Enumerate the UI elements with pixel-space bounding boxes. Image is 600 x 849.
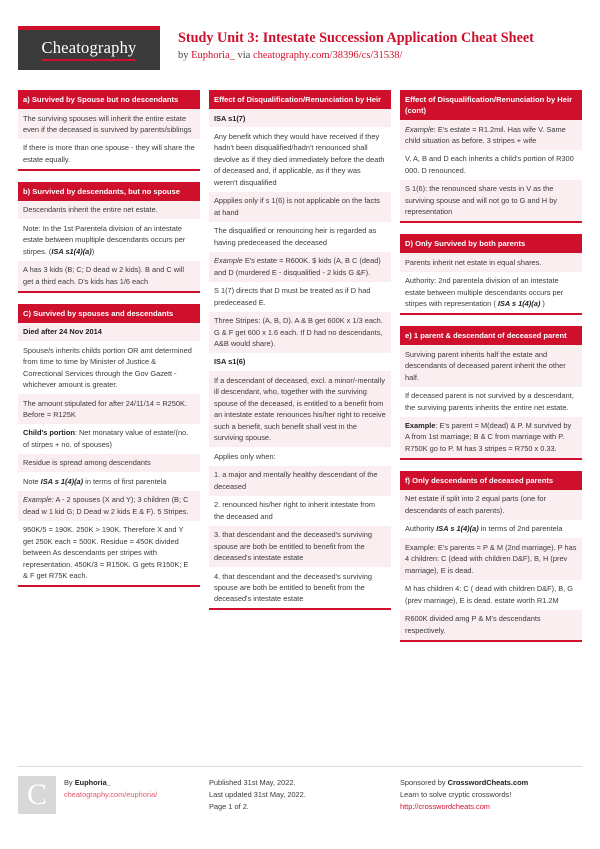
footer-sponsor-label: Sponsored by [400, 778, 446, 787]
page-header [0, 0, 600, 84]
footer-profile-link[interactable]: cheatography.com/euphoria/ [64, 789, 158, 799]
block-row: Net estate if split into 2 equal parts (one for descendants of each parents). [400, 490, 582, 520]
block-row: Three Stripes: (A, B, D). A & B get 600K x 1/3 each. G & F get 600 x 1.6 each. If D had no descendants, A&B would share). [209, 312, 391, 353]
block-row: The disqualified or renouncing heir is regarded as having predeceased the deceased [209, 222, 391, 252]
cheatsheet-columns [0, 90, 600, 653]
footer-sponsor-name: CrosswordCheats.com [447, 778, 529, 787]
block-row: Died after 24 Nov 2014 [18, 323, 200, 341]
block-row: Example: E's estate = R1.2mil. Has wife V. Same child situation as before. 3 stripes + wife [400, 120, 582, 150]
block-row: Any benefit which they would have received if they hadn't been disqualified/hadn't renounced shall devolve as if they died immediately before the death of deceased and, if applicable, as if they was weren't disqualified [209, 127, 391, 191]
byline-author-link[interactable]: Euphoria_ [191, 50, 235, 62]
block-title: Effect of Disqualification/Renunciation by Heir (cont) [400, 90, 582, 120]
block-row: M has children 4: C ( dead with children D&F), B, G (prev marriage), E is dead. estate worth R1.2M [400, 580, 582, 610]
block-row: The surviving spouses will inherit the entire estate even if the deceased is survived by parents/siblings [18, 109, 200, 139]
footer-author-lines [64, 776, 157, 814]
cheatography-logo[interactable] [18, 26, 160, 70]
block-row: 4. that descendant and the deceased's surviving spouse are both be entitled to benefit from the deceased's intestate estate [209, 567, 391, 608]
block-row: S 1(6): the renounced share vests in V as the surviving spouse and will not go to G and H by representation [400, 180, 582, 221]
block-row: Spouse/s inherits childs portion OR amt determined from time to time by Minister of Justice & Correctional Services through the Gov Gazett - whichever amount is greater. [18, 341, 200, 394]
cheatsheet-block [400, 326, 582, 460]
block-title: a) Survived by Spouse but no descendants [18, 90, 200, 109]
byline-via-label: via [237, 50, 251, 62]
block-row: Residue is spread among descendants [18, 454, 200, 472]
footer-by-line [64, 777, 157, 789]
cheatography-logo-text: Cheatography [42, 39, 137, 60]
footer-author-name: Euphoria_ [74, 778, 111, 787]
page-footer [18, 766, 582, 814]
cheatsheet-column [18, 90, 200, 598]
block-row: The amount stipulated for after 24/11/14 = R250K. Before = R125K [18, 394, 200, 424]
byline-by-label: by [178, 50, 189, 62]
footer-sponsor-column [400, 776, 582, 814]
block-title: f) Only descendants of deceased parents [400, 471, 582, 490]
block-row: Applies only when: [209, 447, 391, 465]
block-title: Effect of Disqualification/Renunciation by Heir [209, 90, 391, 109]
title-block [178, 26, 534, 63]
block-row: 3. that descendant and the deceased's surviving spouse are both be entitled to benefit from the deceased's intestate estate [209, 526, 391, 567]
block-row: ISA s1(6) [209, 353, 391, 371]
footer-publish-column [209, 776, 391, 814]
footer-published-date: Published 31st May, 2022. [209, 778, 296, 787]
cheatsheet-block [209, 90, 391, 610]
cheatsheet-block [400, 471, 582, 642]
footer-sponsor-lines [400, 776, 528, 814]
block-row: Child's portion: Net monatary value of estate/(no. of stirpes + no. of spouses) [18, 424, 200, 454]
cheatsheet-column [209, 90, 391, 621]
block-title: C) Survived by spouses and descendants [18, 304, 200, 323]
block-row: Note ISA s 1(4)(a) in terms of first parentela [18, 472, 200, 490]
cheatsheet-column [400, 90, 582, 653]
footer-sponsor-link[interactable]: http://crosswordcheats.com [400, 801, 490, 811]
footer-sponsor-tagline: Learn to solve cryptic crosswords! [400, 789, 512, 799]
footer-sponsor-line [400, 777, 528, 789]
block-row: Example: A - 2 spouses (X and Y); 3 children (B; C dead w 1 kid G; D Dead w 2 kids E & F). 5 Stripes. [18, 491, 200, 521]
cheatsheet-block [400, 90, 582, 223]
page-title: Study Unit 3: Intestate Succession Application Cheat Sheet [178, 30, 534, 46]
cheatsheet-block [400, 234, 582, 315]
block-row: Surviving parent inherits half the estate and descendants of deceased parent inherit the other half. [400, 345, 582, 386]
block-row: A has 3 kids (B; C; D dead w 2 kids). B and C will get a third each. D's kids has 1/6 each [18, 261, 200, 291]
cheatsheet-block [18, 182, 200, 293]
cheatsheet-block [18, 304, 200, 587]
block-row: Appplies only if s 1(6) is not applicable on the facts at hand [209, 192, 391, 222]
block-row: Descendants inherit the entire net estate. [18, 201, 200, 219]
footer-updated-date: Last updated 31st May, 2022. [209, 789, 306, 799]
block-row: If there is more than one spouse - they will share the estate equally. [18, 139, 200, 169]
block-title: e) 1 parent & descendant of deceased parent [400, 326, 582, 345]
block-row: 1. a major and mentally healthy descendant of the deceased [209, 466, 391, 496]
cheatsheet-block [18, 90, 200, 171]
footer-author-column [18, 776, 200, 814]
block-row: Authority ISA s 1(4)(a) in terms of 2nd parentela [400, 520, 582, 538]
byline [178, 49, 534, 63]
block-title: D) Only Survived by both parents [400, 234, 582, 253]
block-row: Parents inherit net estate in equal shares. [400, 253, 582, 271]
block-row: V, A, B and D each inherits a child's portion of R300 000. D renounced. [400, 150, 582, 180]
footer-by-label: By [64, 778, 73, 787]
block-row: R600K divided amg P & M's descendants respectively. [400, 610, 582, 640]
block-row: Example: E's parents = P & M (2nd marriage). P has 4 children: C (dead with children D&F), B, H (prev marriage), E is dead. [400, 538, 582, 579]
byline-source-link[interactable]: cheatography.com/38396/cs/31538/ [252, 50, 403, 62]
block-row: S 1(7) directs that D must be treated as if D had predeceased E. [209, 282, 391, 312]
block-row: 2. renounced his/her right to inherit intestate from the deceased and [209, 496, 391, 526]
block-title: b) Survived by descendants, but no spouse [18, 182, 200, 201]
block-row: If a descendant of deceased, excl. a minor/-mentally ill descendant, who, together with the surviving spouse of the deceased, is entitled to a benefit from an intestate estate renounces his/her right to receive such a benefit, such benefit shall vest in the surviving spouse. [209, 371, 391, 447]
block-row: Example: E's parent = M(dead) & P. M survived by A from 1st marriage; B & C from marriage with P. R750K go to P. M has 3 stripes = R750 x 0.33. [400, 417, 582, 458]
block-row: 950K/5 = 190K. 250K > 190K. Therefore X and Y get 250K each = 500K. Residue = 450K divided between As descendants per stripes with representation. 450K/3 = R150K. G gets R150K; E & F get R75K each. [18, 521, 200, 585]
footer-page-number: Page 1 of 2. [209, 801, 249, 811]
block-row: Example E's estate = R600K. $ kids (A, B C (dead) and D (murdered E - disqualified - 2 kids G &F). [209, 252, 391, 282]
block-row: If deceased parent is not survived by a descendant, the surviving parents inherits the entire net estate. [400, 387, 582, 417]
block-row: ISA s1(7) [209, 109, 391, 127]
block-row: Note: In the 1st Parentela division of an intestate estate between mupltiple descendants occurs per stirpes. (ISA s1(4)(a)) [18, 219, 200, 260]
footer-publish-lines [209, 776, 306, 814]
footer-logo-icon: C [18, 776, 56, 814]
block-row: Authority: 2nd parentela division of an intestate estate between multiple descendants occurs per stirpes with representation ( ISA s 1(4)(a) ) [400, 272, 582, 313]
